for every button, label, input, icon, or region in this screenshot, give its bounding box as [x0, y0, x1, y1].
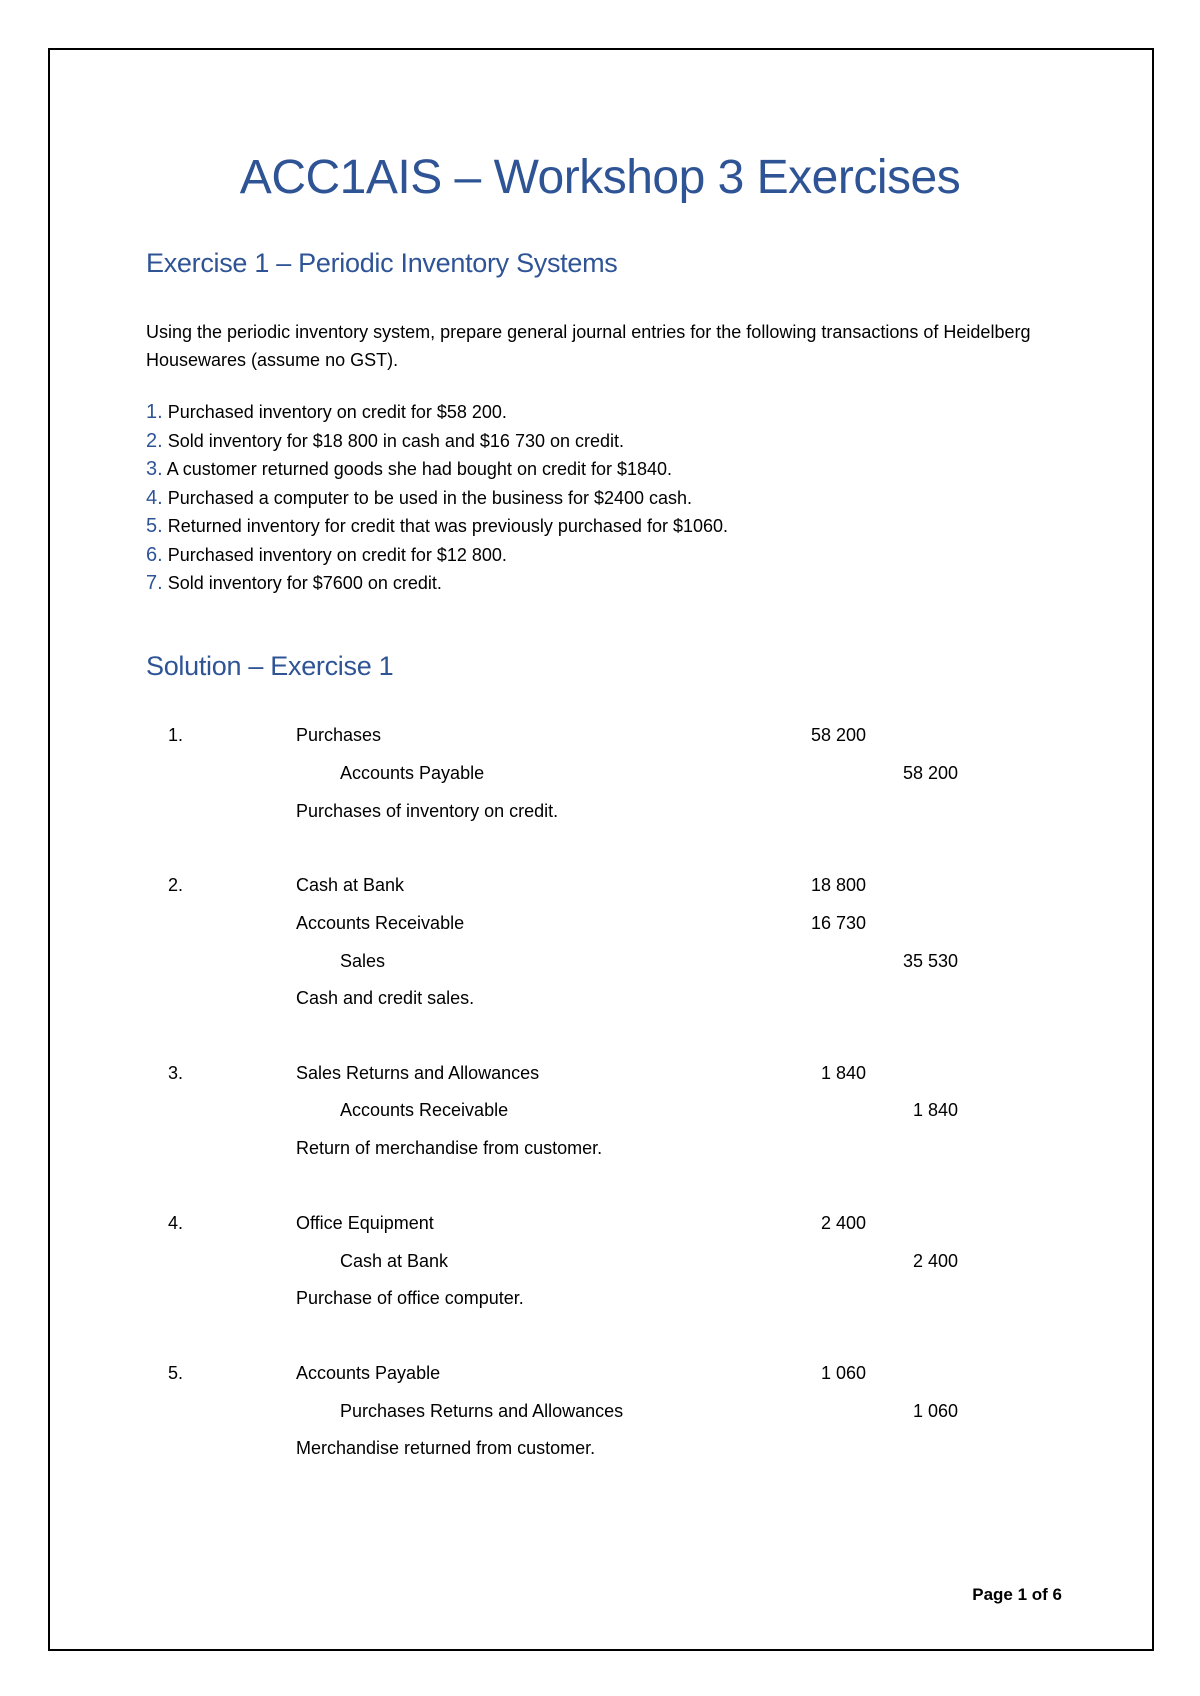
transaction-text: Purchased a computer to be used in the business for $2400 cash. — [167, 487, 693, 508]
entry-number: 1. — [168, 725, 184, 745]
transaction-number: 1. — [146, 401, 163, 423]
transaction-number: 2. — [146, 429, 163, 452]
journal-line — [0, 945, 1200, 977]
debit-account: Accounts Receivable — [296, 913, 465, 933]
exercise-intro: Using the periodic inventory system, prepare general journal entries for the following transactions of Heidelberg Housewares (assume no GST). — [146, 322, 1031, 370]
debit-amount: 58 200 — [810, 725, 866, 745]
narration-text: Cash and credit sales. — [296, 988, 475, 1008]
credit-amount: 2 400 — [912, 1251, 958, 1271]
transaction-text: Sold inventory for $18 800 in cash and $16 730 on credit. — [167, 430, 625, 451]
credit-amount: 35 530 — [902, 951, 958, 971]
transaction-number: 6. — [146, 543, 163, 566]
transaction-item — [146, 569, 1086, 598]
transaction-text: Returned inventory for credit that was previously purchased for $1060. — [167, 516, 729, 536]
credit-account: Accounts Payable — [340, 763, 485, 783]
document-title: ACC1AIS – Workshop 3 Exercises — [239, 151, 961, 204]
journal-line — [0, 1395, 1200, 1427]
journal-narration — [0, 1432, 1200, 1464]
transaction-number: 4. — [146, 486, 163, 509]
transaction-item — [146, 541, 1086, 570]
entry-number: 4. — [168, 1213, 184, 1233]
transaction-number: 3. — [146, 458, 163, 480]
entry-number: 2. — [168, 875, 184, 895]
debit-amount: 2 400 — [820, 1213, 866, 1233]
solution-heading: Solution – Exercise 1 — [146, 651, 394, 681]
entry-number: 3. — [168, 1063, 184, 1083]
journal-line — [0, 757, 1200, 789]
transaction-text: Purchased inventory on credit for $58 200. — [167, 402, 507, 422]
debit-account: Cash at Bank — [296, 875, 405, 895]
journal-line — [0, 1094, 1200, 1126]
journal-narration — [0, 795, 1200, 827]
debit-account: Sales Returns and Allowances — [296, 1063, 540, 1083]
transaction-text: Purchased inventory on credit for $12 800. — [167, 544, 507, 565]
debit-account: Purchases — [296, 725, 382, 745]
credit-amount: 58 200 — [902, 763, 958, 783]
transaction-text: A customer returned goods she had bought on credit for $1840. — [166, 459, 673, 479]
credit-account: Accounts Receivable — [340, 1100, 509, 1120]
transaction-item — [146, 427, 1086, 456]
journal-line — [0, 1207, 1200, 1239]
journal-line — [0, 719, 1200, 751]
debit-account: Accounts Payable — [296, 1363, 441, 1383]
transaction-list — [146, 398, 1086, 598]
transaction-item — [146, 512, 1086, 541]
credit-account: Purchases Returns and Allowances — [340, 1401, 624, 1421]
entry-number: 5. — [168, 1363, 184, 1383]
debit-amount: 18 800 — [810, 875, 866, 895]
exercise-heading: Exercise 1 – Periodic Inventory Systems — [146, 248, 618, 278]
narration-text: Merchandise returned from customer. — [296, 1438, 596, 1458]
narration-text: Purchase of office computer. — [296, 1288, 524, 1308]
journal-narration — [0, 1132, 1200, 1164]
transaction-text: Sold inventory for $7600 on credit. — [167, 573, 442, 593]
narration-text: Purchases of inventory on credit. — [296, 801, 559, 821]
journal-line — [0, 907, 1200, 939]
debit-account: Office Equipment — [296, 1213, 434, 1233]
journal-line — [0, 1057, 1200, 1089]
transaction-item — [146, 455, 1086, 484]
credit-account: Sales — [340, 951, 386, 971]
credit-amount: 1 060 — [912, 1401, 958, 1421]
page-number: Page 1 of 6 — [972, 1585, 1062, 1604]
debit-amount: 1 060 — [820, 1363, 866, 1383]
narration-text: Return of merchandise from customer. — [296, 1138, 603, 1158]
journal-line — [0, 1245, 1200, 1277]
credit-amount: 1 840 — [912, 1100, 958, 1120]
journal-narration — [0, 982, 1200, 1014]
transaction-item — [146, 398, 1086, 427]
debit-amount: 16 730 — [810, 913, 866, 933]
journal-line — [0, 1357, 1200, 1389]
transaction-item — [146, 484, 1086, 513]
debit-amount: 1 840 — [820, 1063, 866, 1083]
transaction-number: 5. — [146, 515, 163, 537]
journal-narration — [0, 1282, 1200, 1314]
credit-account: Cash at Bank — [340, 1251, 449, 1271]
transaction-number: 7. — [146, 572, 163, 594]
journal-line — [0, 869, 1200, 901]
